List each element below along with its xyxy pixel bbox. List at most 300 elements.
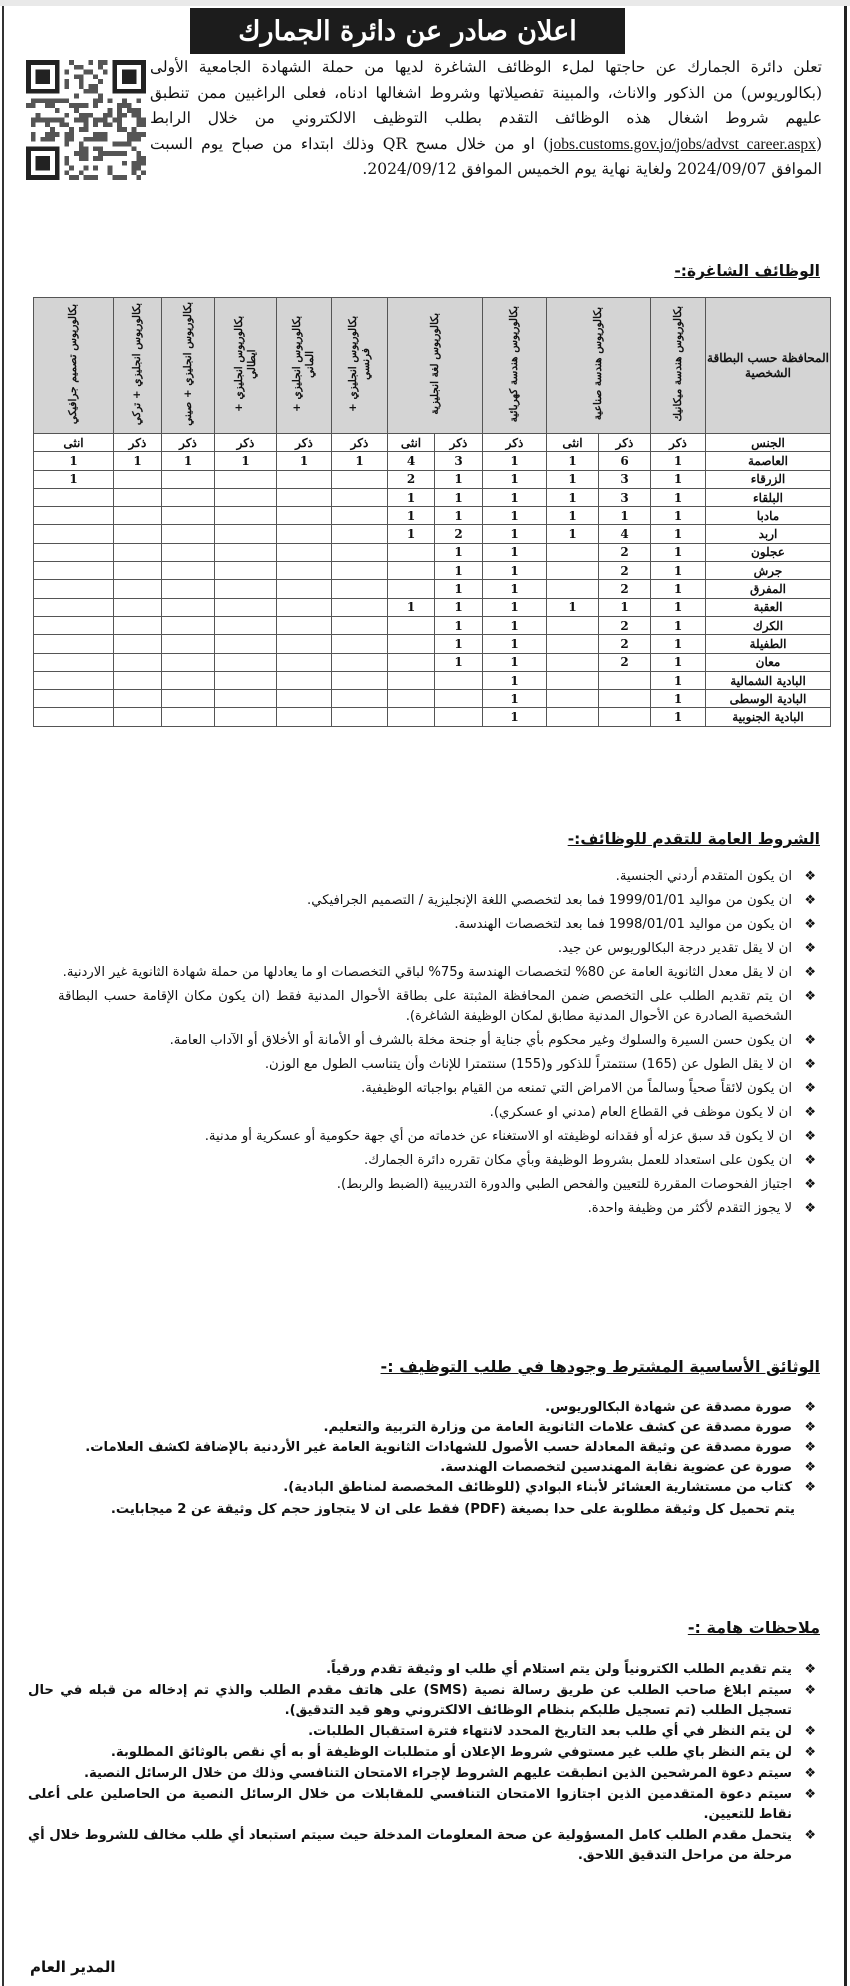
notes-title: ملاحظات هامة :- bbox=[687, 1618, 820, 1637]
vacancy-count: 3 bbox=[599, 488, 651, 506]
vacancy-count bbox=[547, 671, 599, 689]
vacancy-count bbox=[34, 671, 114, 689]
vacancy-count: 2 bbox=[388, 470, 435, 488]
table-row bbox=[34, 690, 831, 708]
vacancy-count bbox=[114, 616, 162, 634]
diamond-bullet-icon: ❖ bbox=[804, 1766, 816, 1781]
vacancy-count bbox=[332, 525, 388, 543]
vacancy-count bbox=[388, 580, 435, 598]
vacancy-count bbox=[162, 470, 215, 488]
vacancy-count bbox=[332, 543, 388, 561]
vacancy-count: 1 bbox=[651, 671, 706, 689]
list-item-text: ان يكون من مواليد 1998/01/01 فما بعد لتخصصات الهندسة. bbox=[454, 917, 792, 932]
list-item bbox=[58, 1418, 818, 1438]
diamond-bullet-icon: ❖ bbox=[804, 1724, 816, 1739]
vacancy-count bbox=[162, 580, 215, 598]
vacancy-count bbox=[388, 690, 435, 708]
list-item-text: ان لا يقل معدل الثانوية العامة عن 80% لتخصصات الهندسة و75% لباقي التخصصات او ما يعادلها من حملة شهادة الثانوية غير الاردنية. bbox=[62, 965, 792, 980]
vacancy-count bbox=[277, 488, 332, 506]
title-text: اعلان صادر عن دائرة الجمارك bbox=[238, 15, 577, 47]
vacancy-count bbox=[547, 690, 599, 708]
list-item-text: ان يكون المتقدم أردني الجنسية. bbox=[615, 869, 792, 884]
specialization-label: بكالوريوس لغة انجليزية bbox=[428, 313, 441, 415]
vacancy-count: 1 bbox=[651, 452, 706, 470]
vacancy-count bbox=[162, 671, 215, 689]
specialization-header bbox=[114, 298, 162, 434]
vacancy-count bbox=[599, 690, 651, 708]
announcement-title bbox=[190, 8, 625, 54]
diamond-bullet-icon: ❖ bbox=[804, 1201, 816, 1216]
list-item bbox=[58, 939, 818, 959]
list-item bbox=[58, 1055, 818, 1075]
vacancy-count bbox=[277, 543, 332, 561]
vacancy-count: 2 bbox=[599, 635, 651, 653]
vacancy-count: 1 bbox=[483, 690, 547, 708]
vacancy-count: 1 bbox=[599, 598, 651, 616]
vacancy-count bbox=[162, 543, 215, 561]
vacancy-count bbox=[599, 671, 651, 689]
vacancy-count: 2 bbox=[599, 562, 651, 580]
governorate-name: العقبة bbox=[706, 598, 831, 616]
specialization-label: بكالوريوس هندسة كهربائية bbox=[508, 305, 520, 423]
list-item bbox=[58, 1079, 818, 1099]
table-row bbox=[34, 598, 831, 616]
gender-cell: ذكر bbox=[277, 434, 332, 452]
qr-code-icon[interactable] bbox=[26, 60, 146, 180]
list-item-text: ان يكون من مواليد 1999/01/01 فما بعد لتخصصي اللغة الإنجليزية / التصميم الجرافيكي. bbox=[307, 893, 792, 908]
vacancy-count: 1 bbox=[483, 525, 547, 543]
vacancy-count bbox=[388, 562, 435, 580]
governorate-name: اربد bbox=[706, 525, 831, 543]
list-item-text: لن يتم النظر في أي طلب بعد التاريخ المحدد لانتهاء فترة استقبال الطلبات. bbox=[308, 1724, 792, 1739]
vacancy-count bbox=[34, 543, 114, 561]
vacancy-count bbox=[162, 598, 215, 616]
vacancy-count bbox=[332, 470, 388, 488]
governorate-name: الطفيلة bbox=[706, 635, 831, 653]
vacancy-count bbox=[215, 507, 277, 525]
vacancy-count: 1 bbox=[547, 598, 599, 616]
vacancy-count: 1 bbox=[651, 690, 706, 708]
list-item bbox=[58, 1478, 818, 1498]
vacancy-count bbox=[162, 488, 215, 506]
vacancy-count: 1 bbox=[483, 562, 547, 580]
vacancy-count: 1 bbox=[651, 543, 706, 561]
list-item-text: صورة مصدقة عن وثيقة المعادلة حسب الأصول للشهادات الثانوية العامة غير الأردنية بالإضافة لكشف العلامات. bbox=[85, 1440, 792, 1455]
vacancy-count bbox=[388, 635, 435, 653]
vacancy-count bbox=[332, 690, 388, 708]
vacancy-count bbox=[388, 708, 435, 726]
specialization-label: بكالوريوس انجليزي + تركي bbox=[131, 302, 143, 426]
diamond-bullet-icon: ❖ bbox=[804, 1460, 816, 1475]
list-item bbox=[28, 1743, 818, 1763]
vacancy-count bbox=[277, 708, 332, 726]
table-row bbox=[34, 488, 831, 506]
vacancy-count bbox=[215, 543, 277, 561]
list-item bbox=[58, 1127, 818, 1147]
intro-paragraph bbox=[150, 55, 822, 183]
vacancy-count bbox=[34, 635, 114, 653]
specialization-header bbox=[215, 298, 277, 434]
list-item bbox=[58, 1398, 818, 1418]
vacancy-count: 1 bbox=[483, 452, 547, 470]
governorate-name: البادية الجنوبية bbox=[706, 708, 831, 726]
governorate-header: المحافظة حسب البطاقة الشخصية bbox=[706, 298, 831, 434]
list-item-text: صورة مصدقة عن كشف علامات الثانوية العامة من وزارة التربية والتعليم. bbox=[323, 1420, 792, 1435]
list-item bbox=[58, 1199, 818, 1219]
vacancy-count bbox=[215, 635, 277, 653]
vacancy-count: 1 bbox=[651, 580, 706, 598]
vacancy-count bbox=[215, 616, 277, 634]
vacancy-count bbox=[547, 616, 599, 634]
diamond-bullet-icon: ❖ bbox=[804, 1828, 816, 1843]
vacancy-count bbox=[114, 708, 162, 726]
vacancy-count bbox=[388, 653, 435, 671]
vacancy-count: 1 bbox=[651, 562, 706, 580]
diamond-bullet-icon: ❖ bbox=[804, 965, 816, 980]
vacancy-count bbox=[114, 580, 162, 598]
list-item-text: صورة مصدقة عن شهادة البكالوريوس. bbox=[545, 1400, 792, 1415]
vacancy-count bbox=[34, 708, 114, 726]
list-item bbox=[58, 867, 818, 887]
vacancy-count: 1 bbox=[651, 470, 706, 488]
vacancy-count bbox=[277, 507, 332, 525]
diamond-bullet-icon: ❖ bbox=[804, 1105, 816, 1120]
vacancy-count bbox=[114, 470, 162, 488]
table-row bbox=[34, 708, 831, 726]
vacancy-count: 1 bbox=[483, 580, 547, 598]
vacancy-count bbox=[114, 598, 162, 616]
governorate-name: مادبا bbox=[706, 507, 831, 525]
vacancy-count bbox=[277, 635, 332, 653]
vacancy-count bbox=[34, 488, 114, 506]
vacancy-count bbox=[547, 543, 599, 561]
vacancy-count: 1 bbox=[483, 653, 547, 671]
gender-cell: ذكر bbox=[332, 434, 388, 452]
gender-label: الجنس bbox=[706, 434, 831, 452]
vacancy-count bbox=[388, 671, 435, 689]
vacancy-count bbox=[215, 580, 277, 598]
vacancy-count bbox=[34, 616, 114, 634]
list-item-text: لا يجوز التقدم لأكثر من وظيفة واحدة. bbox=[587, 1201, 792, 1216]
vacancy-count bbox=[435, 671, 483, 689]
list-item bbox=[28, 1681, 818, 1721]
list-item bbox=[28, 1764, 818, 1784]
specialization-header bbox=[483, 298, 547, 434]
vacancy-count bbox=[162, 507, 215, 525]
vacancy-count bbox=[277, 653, 332, 671]
list-item-text: ان لا يكون قد سبق عزله أو فقدانه لوظيفته او الاستغناء عن خدماته من أي جهة حكومية أو عسكرية أو مدنية. bbox=[204, 1129, 792, 1144]
vacancy-count: 1 bbox=[215, 452, 277, 470]
diamond-bullet-icon: ❖ bbox=[804, 1662, 816, 1677]
gender-cell: ذكر bbox=[114, 434, 162, 452]
vacancy-count bbox=[547, 635, 599, 653]
list-item bbox=[28, 1826, 818, 1866]
vacancies-table bbox=[33, 297, 831, 727]
diamond-bullet-icon: ❖ bbox=[804, 893, 816, 908]
vacancy-count: 3 bbox=[435, 452, 483, 470]
gender-cell: ذكر bbox=[162, 434, 215, 452]
vacancy-count bbox=[34, 690, 114, 708]
vacancy-count: 1 bbox=[483, 488, 547, 506]
diamond-bullet-icon: ❖ bbox=[804, 1440, 816, 1455]
diamond-bullet-icon: ❖ bbox=[804, 989, 816, 1004]
vacancy-count bbox=[215, 708, 277, 726]
list-item bbox=[28, 1660, 818, 1680]
vacancy-count bbox=[114, 671, 162, 689]
vacancy-count bbox=[435, 690, 483, 708]
vacancy-count: 2 bbox=[599, 653, 651, 671]
vacancy-count: 1 bbox=[651, 616, 706, 634]
vacancy-count bbox=[547, 562, 599, 580]
list-item-text: ان يكون على استعداد للعمل بشروط الوظيفة وبأي مكان تقرره دائرة الجمارك. bbox=[364, 1153, 792, 1168]
vacancy-count: 2 bbox=[599, 616, 651, 634]
vacancy-count: 1 bbox=[388, 598, 435, 616]
vacancy-count bbox=[162, 616, 215, 634]
vacancy-count: 1 bbox=[651, 525, 706, 543]
vacancy-count: 1 bbox=[435, 598, 483, 616]
specialization-label: بكالوريوس تصميم جرافيكي bbox=[67, 303, 79, 425]
governorate-name: المفرق bbox=[706, 580, 831, 598]
list-item bbox=[58, 963, 818, 983]
vacancy-count bbox=[162, 690, 215, 708]
vacancy-count: 1 bbox=[483, 543, 547, 561]
vacancy-count: 1 bbox=[547, 488, 599, 506]
vacancy-count: 2 bbox=[435, 525, 483, 543]
gender-cell: ذكر bbox=[651, 434, 706, 452]
table-row bbox=[34, 616, 831, 634]
vacancy-count: 1 bbox=[651, 635, 706, 653]
gender-cell: ذكر bbox=[483, 434, 547, 452]
list-item-text: ان لا يقل تقدير درجة البكالوريوس عن جيد. bbox=[557, 941, 792, 956]
list-item-text: ان يكون حسن السيرة والسلوك وغير محكوم بأي جناية أو جنحة مخلة بالشرف أو الأمانة أو الأخلاق أو الآداب العامة. bbox=[169, 1033, 792, 1048]
vacancy-count: 1 bbox=[547, 470, 599, 488]
vacancy-count: 1 bbox=[651, 598, 706, 616]
vacancy-count: 1 bbox=[435, 488, 483, 506]
intro-text: تعلن دائرة الجمارك عن حاجتها لملء الوظائف الشاغرة لديها من حملة الشهادة الجامعية الأولى (بكالوريوس) من الذكور والاناث، والمبينة تفصيلاتها وشروط اشغالها ادناه، فعلى الراغبين ممن تنطبق عليهم شروط اشغال هذه الوظائف التقدم بطلب التوظيف الالكتروني من خلال الرابط ( bbox=[150, 58, 822, 153]
vacancy-count bbox=[215, 525, 277, 543]
vacancy-count bbox=[332, 635, 388, 653]
vacancy-count bbox=[215, 671, 277, 689]
gender-cell: ذكر bbox=[215, 434, 277, 452]
table-row bbox=[34, 452, 831, 470]
vacancy-count bbox=[114, 690, 162, 708]
list-item bbox=[58, 915, 818, 935]
vacancy-count: 1 bbox=[435, 635, 483, 653]
vacancy-count: 1 bbox=[435, 543, 483, 561]
vacancy-count: 1 bbox=[332, 452, 388, 470]
vacancy-count: 1 bbox=[483, 616, 547, 634]
list-item-text: ان لا يقل الطول عن (165) سنتمتراً للذكور و(155) سنتمترا للإناث وأن يتناسب الطول مع الوزن. bbox=[264, 1057, 792, 1072]
table-row bbox=[34, 653, 831, 671]
vacancy-count bbox=[277, 525, 332, 543]
diamond-bullet-icon: ❖ bbox=[804, 917, 816, 932]
vacancy-count bbox=[332, 671, 388, 689]
vacancy-count: 4 bbox=[599, 525, 651, 543]
list-item bbox=[58, 1175, 818, 1195]
vacancy-count: 1 bbox=[651, 653, 706, 671]
vacancy-count bbox=[215, 653, 277, 671]
vacancy-count: 4 bbox=[388, 452, 435, 470]
vacancy-count bbox=[277, 470, 332, 488]
vacancy-count: 1 bbox=[277, 452, 332, 470]
table-row bbox=[34, 507, 831, 525]
vacancy-count bbox=[162, 653, 215, 671]
vacancy-count bbox=[114, 507, 162, 525]
vacancy-count bbox=[215, 470, 277, 488]
signature: المدير العام bbox=[30, 1958, 116, 1976]
diamond-bullet-icon: ❖ bbox=[804, 1081, 816, 1096]
vacancy-count bbox=[114, 653, 162, 671]
vacancy-count: 1 bbox=[483, 598, 547, 616]
vacancy-count bbox=[599, 708, 651, 726]
vacancy-count bbox=[162, 525, 215, 543]
application-link[interactable]: jobs.customs.gov.jo/jobs/advst_career.aspx bbox=[549, 135, 816, 153]
governorate-name: الزرقاء bbox=[706, 470, 831, 488]
vacancy-count: 1 bbox=[388, 525, 435, 543]
diamond-bullet-icon: ❖ bbox=[804, 1033, 816, 1048]
vacancy-count bbox=[332, 488, 388, 506]
vacancy-count bbox=[114, 525, 162, 543]
list-item-text: ان لا يكون موظف في القطاع العام (مدني او عسكري). bbox=[489, 1105, 792, 1120]
intro-text-end: ) او من خلال مسح QR وذلك ابتداء من صباح يوم السبت الموافق 2024/09/07 ولغاية نهاية يوم الخميس الموافق 2024/09/12. bbox=[150, 134, 822, 178]
vacancy-count bbox=[34, 580, 114, 598]
vacancy-count bbox=[332, 708, 388, 726]
vacancy-count: 1 bbox=[34, 452, 114, 470]
diamond-bullet-icon: ❖ bbox=[804, 1177, 816, 1192]
specialization-label: بكالوريوس انجليزي + فرنسي bbox=[346, 315, 372, 413]
diamond-bullet-icon: ❖ bbox=[804, 1057, 816, 1072]
vacancy-count: 1 bbox=[483, 635, 547, 653]
conditions-list bbox=[58, 867, 818, 1223]
vacancy-count bbox=[215, 690, 277, 708]
list-item-text: لن يتم النظر باي طلب غير مستوفي شروط الإعلان أو متطلبات الوظيفة أو به أي نقص بالوثائق المطلوبة. bbox=[110, 1745, 792, 1760]
gender-cell: انثى bbox=[34, 434, 114, 452]
diamond-bullet-icon: ❖ bbox=[804, 1480, 816, 1495]
list-item-text: سيتم ابلاغ صاحب الطلب عن طريق رسالة نصية (SMS) على هاتف مقدم الطلب والذي تم إدخاله من قبله في حال تسجيل الطلب (تم تسجيل طلبكم بنظام الوظائف الالكتروني وهو قيد التدقيق). bbox=[28, 1683, 792, 1718]
vacancy-count: 1 bbox=[483, 470, 547, 488]
notes-list bbox=[28, 1660, 818, 1867]
governorate-name: معان bbox=[706, 653, 831, 671]
specialization-header bbox=[332, 298, 388, 434]
specialization-header bbox=[34, 298, 114, 434]
list-item bbox=[58, 1458, 818, 1478]
vacancy-count bbox=[332, 507, 388, 525]
vacancy-count: 1 bbox=[114, 452, 162, 470]
vacancy-count: 1 bbox=[651, 507, 706, 525]
vacancy-count: 2 bbox=[599, 543, 651, 561]
vacancy-count bbox=[162, 562, 215, 580]
vacancy-count bbox=[547, 653, 599, 671]
vacancy-count bbox=[215, 562, 277, 580]
vacancy-count: 1 bbox=[435, 580, 483, 598]
governorate-name: البلقاء bbox=[706, 488, 831, 506]
diamond-bullet-icon: ❖ bbox=[804, 1400, 816, 1415]
diamond-bullet-icon: ❖ bbox=[804, 1683, 816, 1698]
vacancy-count bbox=[332, 616, 388, 634]
diamond-bullet-icon: ❖ bbox=[804, 1129, 816, 1144]
table-row bbox=[34, 525, 831, 543]
vacancy-count bbox=[114, 635, 162, 653]
vacancy-count: 1 bbox=[651, 708, 706, 726]
list-item bbox=[58, 987, 818, 1027]
list-item-text: ان يتم تقديم الطلب على التخصص ضمن المحافظة المثبتة على بطاقة الأحوال المدنية فقط (ان يكون مكان الإقامة حسب البطاقة الشخصية الصادرة عن الأحوال المدنية مطابق لمكان الوظيفة الشاغرة). bbox=[58, 989, 792, 1024]
vacancy-count bbox=[277, 671, 332, 689]
list-item-text: سيتم دعوة المرشحين الذين انطبقت عليهم الشروط لإجراء الامتحان التنافسي وذلك من خلال الرسائل النصية. bbox=[83, 1766, 792, 1781]
diamond-bullet-icon: ❖ bbox=[804, 1153, 816, 1168]
vacancy-count: 1 bbox=[388, 488, 435, 506]
vacancy-count: 1 bbox=[547, 525, 599, 543]
vacancy-count: 1 bbox=[435, 653, 483, 671]
vacancy-count bbox=[332, 598, 388, 616]
list-item-text: سيتم دعوة المتقدمين الذين اجتازوا الامتحان التنافسي للمقابلات من خلال الرسائل النصية من الحاصلين على أعلى نقاط للتعيين. bbox=[28, 1787, 792, 1822]
specialization-label: بكالوريوس انجليزي + ايطالي bbox=[232, 315, 258, 413]
governorate-name: البادية الشمالية bbox=[706, 671, 831, 689]
list-item-text: يتم تقديم الطلب الكترونياً ولن يتم استلام أي طلب او وثيقة تقدم ورقياً. bbox=[326, 1662, 792, 1677]
specialization-label: بكالوريوس انجليزي + الماني bbox=[291, 315, 316, 413]
vacancies-title: الوظائف الشاغرة:- bbox=[674, 262, 820, 280]
vacancy-count: 1 bbox=[435, 562, 483, 580]
table-row bbox=[34, 635, 831, 653]
vacancy-count: 6 bbox=[599, 452, 651, 470]
specialization-header bbox=[547, 298, 651, 434]
gender-cell: انثى bbox=[547, 434, 599, 452]
list-item bbox=[28, 1722, 818, 1742]
vacancy-count bbox=[388, 543, 435, 561]
upload-note: يتم تحميل كل وثيقة مطلوبة على حدا بصيغة (PDF) فقط على ان لا يتجاوز حجم كل وثيقة عن 2 ميجابايت. bbox=[110, 1502, 795, 1517]
diamond-bullet-icon: ❖ bbox=[804, 1787, 816, 1802]
table-row bbox=[34, 671, 831, 689]
vacancy-count bbox=[114, 543, 162, 561]
vacancy-count: 1 bbox=[34, 470, 114, 488]
vacancy-count: 1 bbox=[599, 507, 651, 525]
vacancy-count bbox=[34, 525, 114, 543]
gender-cell: ذكر bbox=[435, 434, 483, 452]
table-row bbox=[34, 543, 831, 561]
list-item bbox=[28, 1785, 818, 1825]
governorate-name: البادية الوسطى bbox=[706, 690, 831, 708]
vacancy-count bbox=[332, 562, 388, 580]
vacancy-count: 1 bbox=[435, 616, 483, 634]
vacancy-count bbox=[277, 616, 332, 634]
vacancy-count: 1 bbox=[388, 507, 435, 525]
list-item bbox=[58, 1151, 818, 1171]
vacancy-count: 1 bbox=[651, 488, 706, 506]
table-row bbox=[34, 562, 831, 580]
list-item bbox=[58, 1438, 818, 1458]
vacancy-count bbox=[34, 653, 114, 671]
vacancy-count bbox=[277, 580, 332, 598]
specialization-header bbox=[388, 298, 483, 434]
diamond-bullet-icon: ❖ bbox=[804, 1420, 816, 1435]
governorate-name: جرش bbox=[706, 562, 831, 580]
list-item bbox=[58, 891, 818, 911]
list-item-text: يتحمل مقدم الطلب كامل المسؤولية عن صحة المعلومات المدخلة حيث سيتم استبعاد أي طلب مخالف للشروط خلال أي مرحلة من مراحل التدقيق اللاحق. bbox=[28, 1828, 792, 1863]
list-item-text: صورة عن عضوية نقابة المهندسين لتخصصات الهندسة. bbox=[440, 1460, 792, 1475]
vacancy-count: 3 bbox=[599, 470, 651, 488]
diamond-bullet-icon: ❖ bbox=[804, 1745, 816, 1760]
vacancy-count bbox=[388, 616, 435, 634]
vacancy-count bbox=[114, 562, 162, 580]
vacancy-count bbox=[277, 690, 332, 708]
vacancy-count bbox=[435, 708, 483, 726]
vacancy-count: 1 bbox=[483, 671, 547, 689]
vacancy-count bbox=[215, 488, 277, 506]
vacancy-count: 1 bbox=[547, 507, 599, 525]
governorate-name: عجلون bbox=[706, 543, 831, 561]
vacancy-count bbox=[34, 562, 114, 580]
specialization-header bbox=[651, 298, 706, 434]
vacancy-count: 1 bbox=[483, 708, 547, 726]
